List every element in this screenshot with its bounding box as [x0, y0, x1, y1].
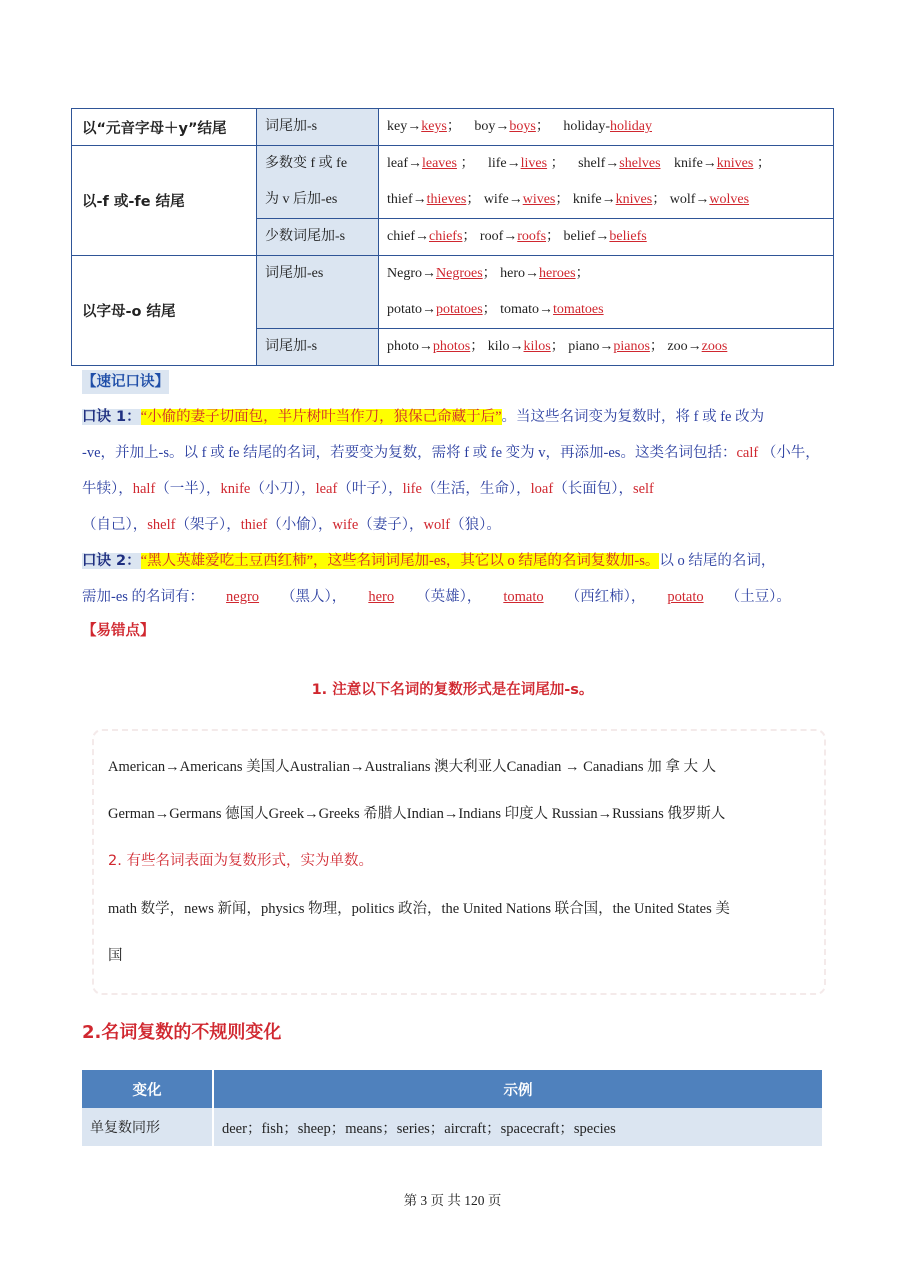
word-en: shelf — [147, 517, 176, 533]
fill-blank-zh: （西红柿）， — [565, 589, 646, 605]
table-cell-examples: deer；fish；sheep；means；series；aircraft；spacecraft；species — [213, 1108, 823, 1146]
mnemonic-2-text: 需加-es 的名词有： — [82, 589, 205, 605]
word-en: leaf — [315, 481, 338, 497]
example-base: Negro→ — [387, 266, 436, 281]
rule-cell — [257, 146, 379, 219]
word-zh: （小刀） — [250, 481, 302, 497]
example-plural: wolves — [709, 192, 750, 207]
examples-cell: leaf→leaves ； life→lives ； shelf→shelves knife→knives ； thief→thieves； wife→wives； knife→knives； wolf→wolves — [379, 146, 834, 219]
nationality-line-2: German→Germans 德国人Greek→Greeks 希腊人Indian→Indians 印度人 Russian→Russians 俄罗斯人 — [108, 806, 726, 822]
example-plural: leaves — [421, 156, 457, 171]
example-plural: knives — [615, 192, 653, 207]
example-plural: holiday — [610, 119, 652, 134]
fill-blank-zh: （黑人）， — [281, 589, 347, 605]
error-heading: 【易错点】 — [82, 623, 155, 639]
irregular-plural-table — [82, 1070, 824, 1146]
word-zh: （小牛，牛犊） — [82, 445, 820, 497]
rule-cell: 词尾加-s — [257, 109, 379, 146]
examples-cell: Negro→Negroes； hero→heroes； potato→potatoes； tomato→tomatoes — [379, 256, 834, 329]
word-en: thief — [240, 517, 268, 533]
example-plural: thieves — [426, 192, 467, 207]
fill-blank: hero — [368, 589, 395, 605]
example-base: kilo→ — [487, 339, 524, 354]
example-plural: knives — [716, 156, 754, 171]
example-plural: photos — [432, 339, 471, 354]
examples-cell: photo→photos； kilo→kilos； piano→pianos； zoo→zoos — [379, 329, 834, 366]
rule-line: 多数变 f 或 fe — [265, 156, 348, 171]
word-en: wife — [332, 517, 359, 533]
plural-rules-table — [71, 108, 834, 366]
singular-nouns-line-2: 国 — [108, 948, 123, 964]
word-zh: （长面包） — [553, 481, 619, 497]
example-base: leaf→ — [387, 156, 422, 171]
example-base: life→ — [487, 156, 521, 171]
word-zh: （一半） — [155, 481, 207, 497]
table-header: 变化 — [82, 1070, 213, 1108]
example-base: boy→ — [474, 119, 510, 134]
example-plural: lives — [520, 156, 548, 171]
word-en: half — [132, 481, 156, 497]
example-base: belief→ — [563, 229, 610, 244]
word-en: self — [632, 481, 654, 497]
example-plural: boys — [509, 119, 536, 134]
fill-blank-zh: （土豆）。 — [725, 589, 791, 605]
category-cell: 以-f 或-fe 结尾 — [72, 146, 257, 256]
word-zh: （架子） — [175, 517, 227, 533]
mnemonic-1-text: 。当这些名词变为复数时，将 f 或 fe 改为 — [501, 409, 765, 425]
mnemonic-heading: 【速记口诀】 — [82, 370, 169, 394]
mnemonic-2-quote: “黑人英雄爱吃土豆西红柿”，这些名词词尾加-es，其它以 o 结尾的名词复数加-s。 — [140, 553, 660, 569]
example-base: knife→ — [572, 192, 616, 207]
example-plural: beliefs — [609, 229, 647, 244]
singular-nouns-line-1: math 数学，news 新闻，physics 物理，politics 政治，the United Nations 联合国，the United States 美 — [108, 901, 730, 917]
mnemonic-1-label: 口诀 1： — [82, 409, 141, 425]
mnemonic-2-paragraph — [82, 543, 827, 615]
rule-cell: 词尾加-es — [257, 256, 379, 329]
example-plural: kilos — [523, 339, 551, 354]
section-2-title: 2.名词复数的不规则变化 — [82, 1022, 282, 1043]
example-base: wife→ — [483, 192, 523, 207]
fill-blank: tomato — [503, 589, 544, 605]
example-base: knife→ — [674, 156, 717, 171]
example-plural: heroes — [539, 266, 576, 281]
word-zh: （叶子） — [337, 481, 389, 497]
example-base: photo→ — [387, 339, 433, 354]
rule-cell: 词尾加-s — [257, 329, 379, 366]
word-zh: （狼） — [450, 517, 487, 533]
example-plural: Negroes — [436, 266, 483, 281]
word-zh: （小偷） — [267, 517, 319, 533]
example-base: tomato→ — [500, 302, 554, 317]
word-en: knife — [220, 481, 251, 497]
word-zh: （生活，生命） — [421, 481, 517, 497]
example-base: holiday- — [563, 119, 610, 134]
mnemonic-1-quote: “小偷的妻子切面包，半片树叶当作刀，狼保己命藏于后” — [140, 409, 502, 425]
example-plural: pianos — [613, 339, 650, 354]
example-plural: wives — [522, 192, 556, 207]
example-plural: shelves — [619, 156, 661, 171]
word-en: life — [402, 481, 422, 497]
example-plural: keys — [421, 119, 447, 134]
table-header: 示例 — [213, 1070, 823, 1108]
example-base: hero→ — [500, 266, 540, 281]
page-footer: 第 3 页 共 120 页 — [403, 1193, 502, 1208]
table-cell-category: 单复数同形 — [82, 1108, 213, 1146]
example-base: potato→ — [387, 302, 436, 317]
examples-cell: key→keys； boy→boys； holiday-holiday — [379, 109, 834, 146]
mnemonic-1-end: 。 — [486, 517, 501, 533]
example-plural: roofs — [517, 229, 547, 244]
example-base: chief→ — [387, 229, 429, 244]
fill-blank: potato — [667, 589, 704, 605]
example-plural: tomatoes — [553, 302, 604, 317]
example-base: thief→ — [387, 192, 427, 207]
example-plural: chiefs — [428, 229, 463, 244]
word-en: loaf — [530, 481, 554, 497]
example-base: key→ — [387, 119, 422, 134]
word-zh: （自己） — [82, 517, 133, 533]
example-base: wolf→ — [669, 192, 710, 207]
word-en: wolf — [423, 517, 451, 533]
nationality-line-1: American→Americans 美国人Australian→Australians 澳大利亚人Canadian → Canadians 加 拿 大 人 — [108, 759, 717, 775]
mnemonic-2-text: 以 o 结尾的名词， — [659, 553, 776, 569]
mnemonic-1-text: -ve，并加上-s。以 f 或 fe 结尾的名词，若要变为复数，需将 f 或 fe 变为 v，再添加-es。这类名词包括： — [82, 445, 737, 461]
rule-cell: 少数词尾加-s — [257, 219, 379, 256]
mnemonic-1-paragraph: 口诀 1：“小偷的妻子切面包，半片树叶当作刀，狼保己命藏于后”。当这些名词变为复数时，将 f 或 fe 改为 -ve，并加上-s。以 f 或 fe 结尾的名词，若要变为复数，需将 f 或 fe 变为 v，再添加-es。这类名词包括：calf （小牛，牛犊），half（一半），knife（小刀），leaf（叶子），life（生活，生命），loaf（长面包），self （自己），shelf（架子），thief（小偷），wife（妻子），wolf（狼）。 — [82, 409, 820, 533]
category-cell: 以“元音字母＋y”结尾 — [72, 109, 257, 146]
fill-blank: negro — [226, 589, 260, 605]
note-1-title: 1. 注意以下名词的复数形式是在词尾加-s。 — [311, 682, 594, 698]
example-plural: zoos — [701, 339, 728, 354]
rule-line: 为 v 后加-es — [265, 192, 338, 207]
example-base: piano→ — [568, 339, 614, 354]
word-en: calf — [736, 445, 759, 461]
word-zh: （妻子） — [358, 517, 410, 533]
example-base: zoo→ — [667, 339, 702, 354]
mnemonic-2-label: 口诀 2： — [82, 553, 141, 569]
examples-cell: chief→chiefs； roof→roofs； belief→beliefs — [379, 219, 834, 256]
note-2-title: 2. 有些名词表面为复数形式，实为单数。 — [108, 853, 373, 869]
fill-blank-zh: （英雄）， — [416, 589, 482, 605]
example-plural: potatoes — [436, 302, 483, 317]
example-base: roof→ — [479, 229, 518, 244]
category-cell: 以字母-o 结尾 — [72, 256, 257, 366]
example-base: shelf→ — [578, 156, 620, 171]
